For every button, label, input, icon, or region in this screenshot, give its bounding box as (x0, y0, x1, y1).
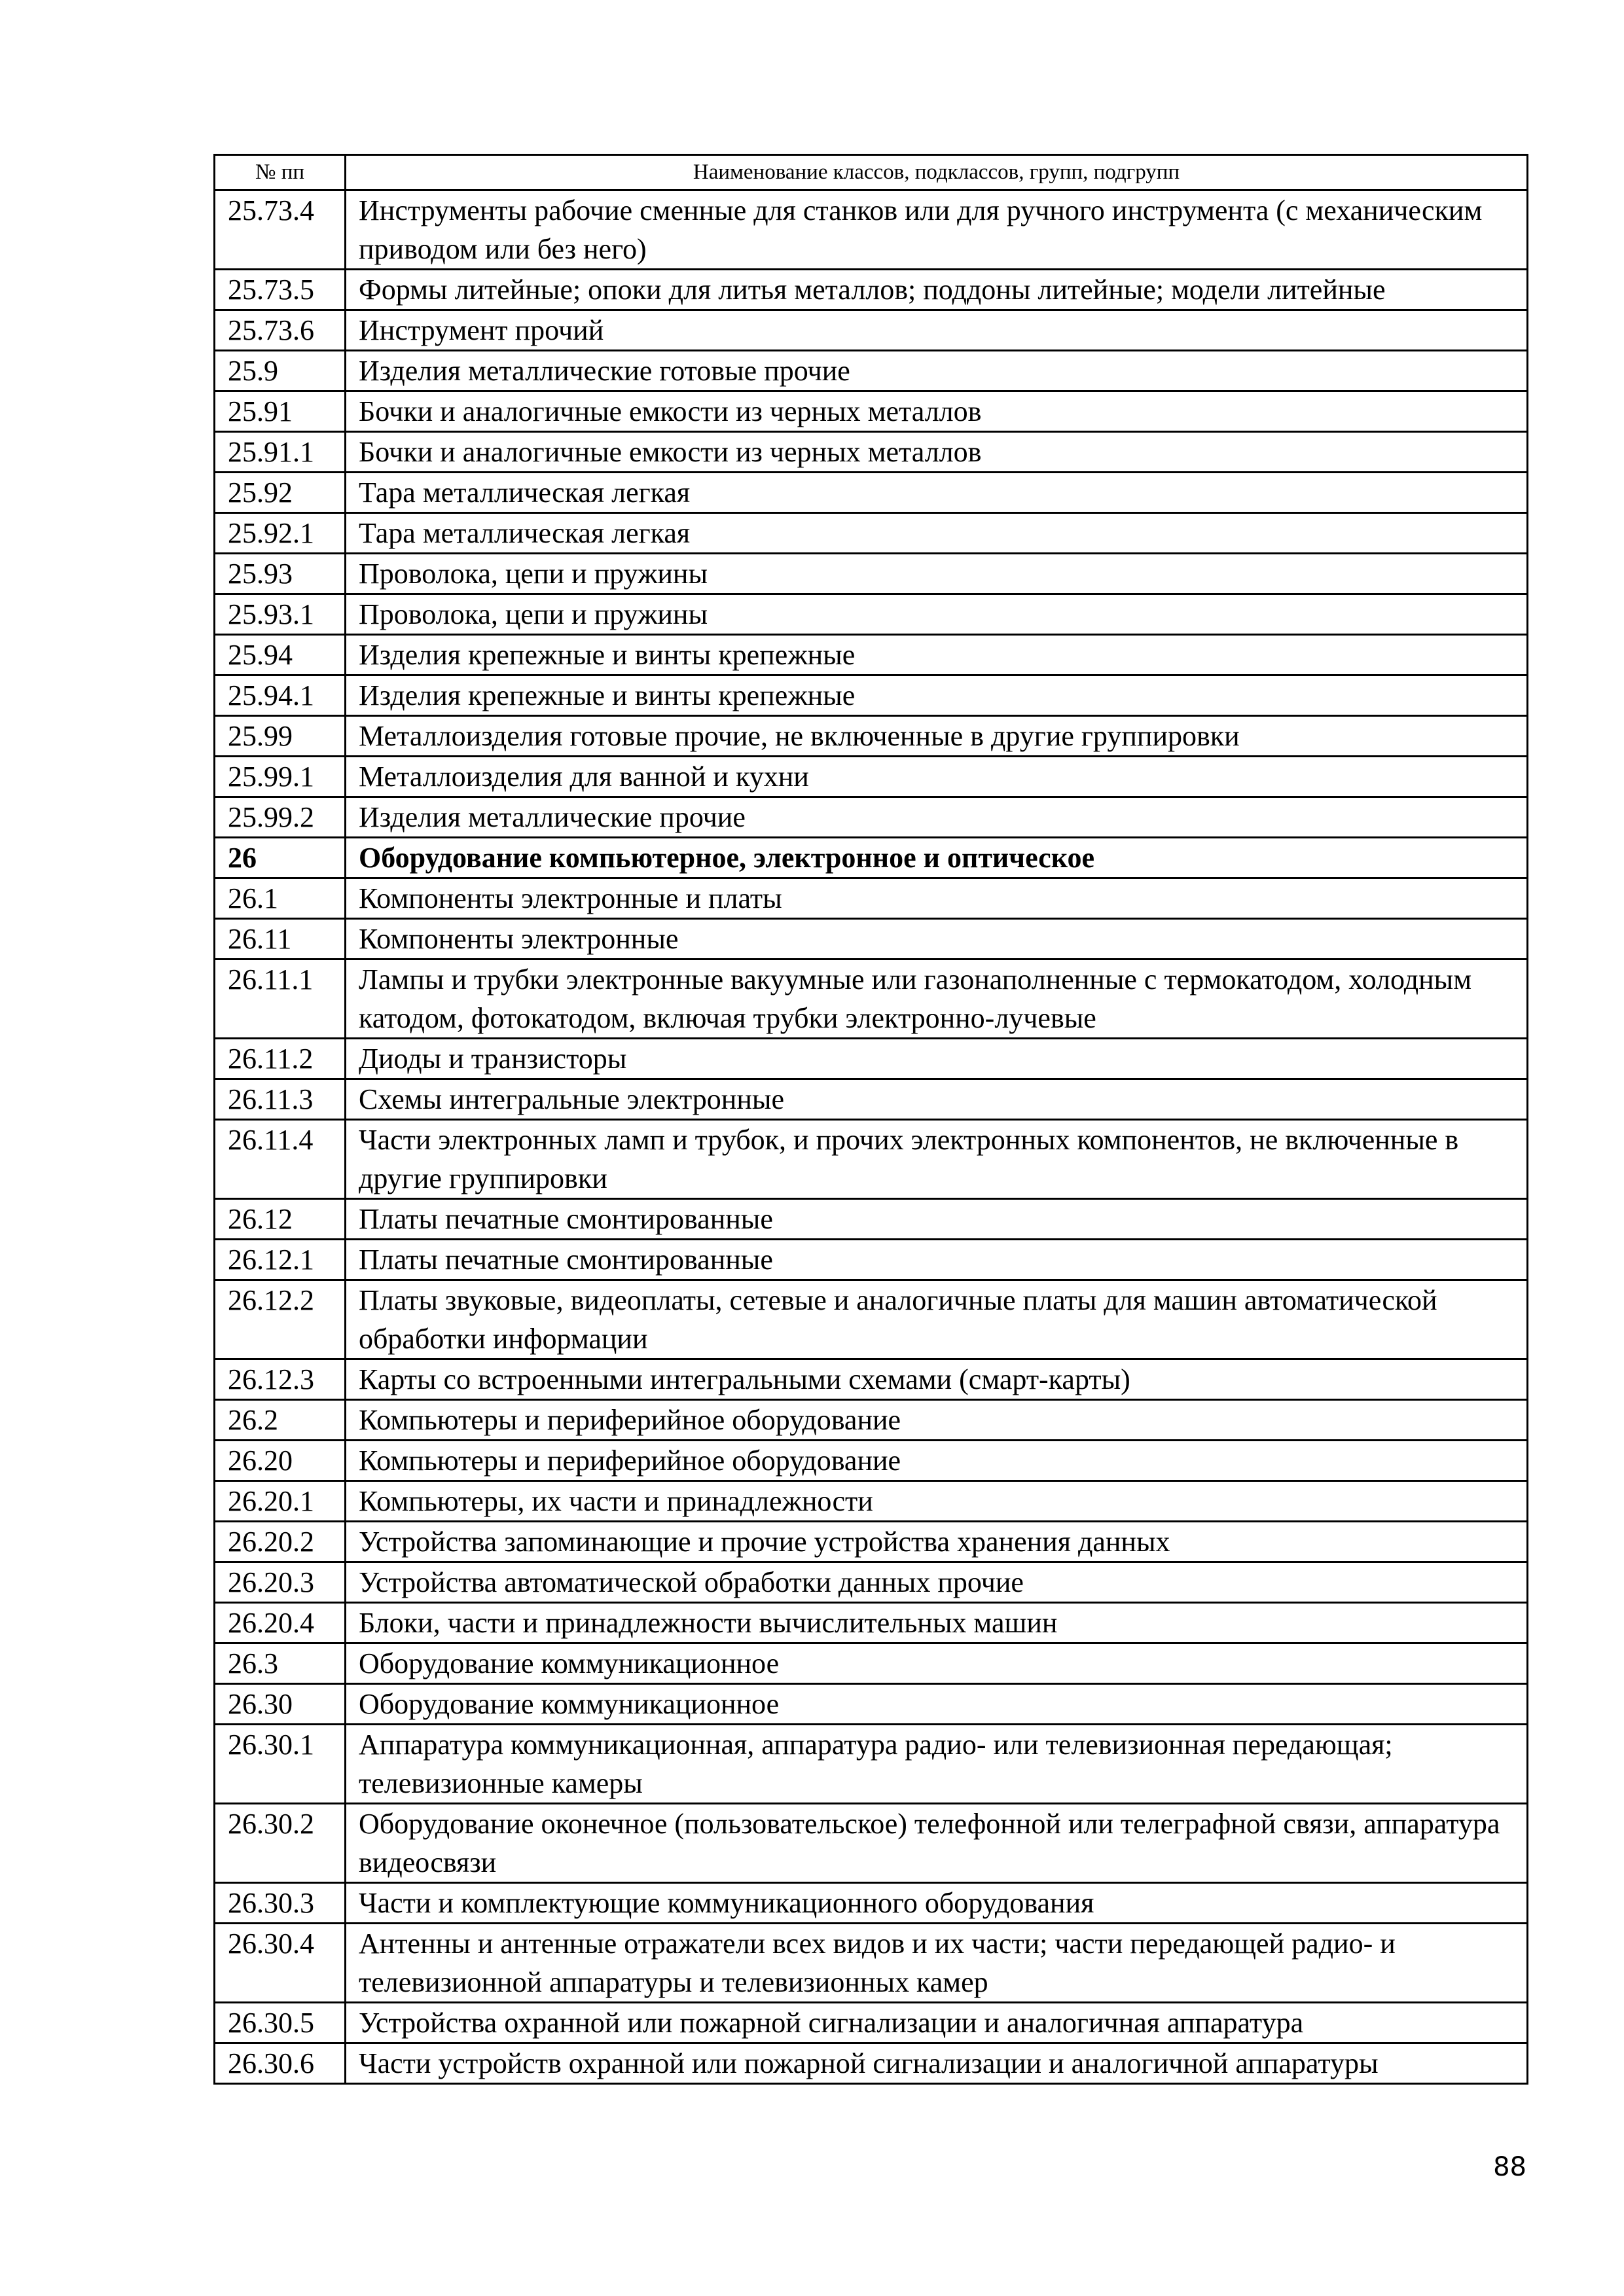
table-row (215, 1522, 1528, 1562)
row-name: Карты со встроенными интегральными схемами (смарт-карты) (346, 1359, 1528, 1400)
row-name: Диоды и транзисторы (346, 1039, 1528, 1079)
row-code: 26.20.2 (215, 1522, 346, 1562)
classification-table (213, 154, 1528, 2085)
row-name: Устройства охранной или пожарной сигнализации и аналогичная аппаратура (346, 2003, 1528, 2043)
row-name: Формы литейные; опоки для литья металлов; поддоны литейные; модели литейные (346, 270, 1528, 310)
table-row (215, 1079, 1528, 1120)
row-code: 26.20.4 (215, 1603, 346, 1643)
row-name: Металлоизделия готовые прочие, не включенные в другие группировки (346, 716, 1528, 757)
table-row (215, 2043, 1528, 2084)
table-row (215, 1240, 1528, 1280)
table-row (215, 190, 1528, 270)
table-row (215, 1039, 1528, 1079)
table-row (215, 2003, 1528, 2043)
table-header-row (215, 155, 1528, 190)
page-number: 88 (1493, 2152, 1526, 2182)
table-row (215, 513, 1528, 554)
header-code: № пп (215, 155, 346, 190)
row-code: 25.73.5 (215, 270, 346, 310)
row-name: Антенны и антенные отражатели всех видов и их части; части передающей радио- и телевизионной аппаратуры и телевизионных камер (346, 1924, 1528, 2003)
row-name: Платы звуковые, видеоплаты, сетевые и аналогичные платы для машин автоматической обработки информации (346, 1280, 1528, 1359)
row-code: 26.30.1 (215, 1725, 346, 1804)
row-name: Оборудование коммуникационное (346, 1684, 1528, 1725)
row-name: Оборудование коммуникационное (346, 1643, 1528, 1684)
row-name: Бочки и аналогичные емкости из черных металлов (346, 432, 1528, 473)
row-code: 26.11.4 (215, 1120, 346, 1199)
table-row (215, 878, 1528, 919)
table-row (215, 635, 1528, 675)
row-name: Схемы интегральные электронные (346, 1079, 1528, 1120)
row-code: 26.3 (215, 1643, 346, 1684)
table-row (215, 1804, 1528, 1883)
row-code: 26.20 (215, 1441, 346, 1481)
row-name: Компьютеры и периферийное оборудование (346, 1400, 1528, 1441)
row-code: 25.91.1 (215, 432, 346, 473)
table-row (215, 1481, 1528, 1522)
row-code: 25.92.1 (215, 513, 346, 554)
row-code: 26.1 (215, 878, 346, 919)
row-code: 25.93 (215, 554, 346, 594)
row-name: Компьютеры, их части и принадлежности (346, 1481, 1528, 1522)
row-code: 26.11.1 (215, 960, 346, 1039)
row-name: Изделия металлические прочие (346, 797, 1528, 838)
row-code: 25.92 (215, 473, 346, 513)
table-row (215, 473, 1528, 513)
row-name: Тара металлическая легкая (346, 473, 1528, 513)
row-name: Платы печатные смонтированные (346, 1199, 1528, 1240)
table-row (215, 1603, 1528, 1643)
row-name: Аппаратура коммуникационная, аппаратура радио- или телевизионная передающая; телевизионные камеры (346, 1725, 1528, 1804)
row-name: Бочки и аналогичные емкости из черных металлов (346, 391, 1528, 432)
row-code: 26.30.6 (215, 2043, 346, 2084)
row-code: 26.2 (215, 1400, 346, 1441)
row-name: Инструмент прочий (346, 310, 1528, 351)
table-row (215, 1725, 1528, 1804)
table-row (215, 675, 1528, 716)
row-code: 25.73.6 (215, 310, 346, 351)
row-code: 25.93.1 (215, 594, 346, 635)
row-code: 26.11 (215, 919, 346, 960)
row-code: 25.94.1 (215, 675, 346, 716)
row-name: Металлоизделия для ванной и кухни (346, 757, 1528, 797)
row-code: 26.30.2 (215, 1804, 346, 1883)
row-code: 26.12.3 (215, 1359, 346, 1400)
table-row (215, 1280, 1528, 1359)
table-row (215, 757, 1528, 797)
row-code: 25.9 (215, 351, 346, 391)
row-name: Компоненты электронные и платы (346, 878, 1528, 919)
table-row (215, 270, 1528, 310)
table-row (215, 351, 1528, 391)
row-code: 25.73.4 (215, 190, 346, 270)
row-name: Изделия крепежные и винты крепежные (346, 675, 1528, 716)
header-name: Наименование классов, подклассов, групп, подгрупп (346, 155, 1528, 190)
table-row (215, 310, 1528, 351)
row-code: 26 (215, 838, 346, 878)
row-code: 25.99.1 (215, 757, 346, 797)
row-name: Компоненты электронные (346, 919, 1528, 960)
table-row (215, 1562, 1528, 1603)
row-code: 26.12 (215, 1199, 346, 1240)
table-row (215, 960, 1528, 1039)
table-row (215, 716, 1528, 757)
row-code: 25.99.2 (215, 797, 346, 838)
row-code: 25.91 (215, 391, 346, 432)
table-row (215, 1684, 1528, 1725)
row-code: 25.99 (215, 716, 346, 757)
row-name: Оборудование оконечное (пользовательское) телефонной или телеграфной связи, аппаратура видеосвязи (346, 1804, 1528, 1883)
row-code: 26.11.2 (215, 1039, 346, 1079)
row-name: Проволока, цепи и пружины (346, 554, 1528, 594)
table-row (215, 1643, 1528, 1684)
table-row (215, 1400, 1528, 1441)
table-row (215, 1441, 1528, 1481)
row-name: Изделия крепежные и винты крепежные (346, 635, 1528, 675)
row-name: Платы печатные смонтированные (346, 1240, 1528, 1280)
row-code: 26.12.1 (215, 1240, 346, 1280)
table-row (215, 391, 1528, 432)
table-row (215, 1359, 1528, 1400)
row-name: Проволока, цепи и пружины (346, 594, 1528, 635)
table-row (215, 797, 1528, 838)
row-name: Части устройств охранной или пожарной сигнализации и аналогичной аппаратуры (346, 2043, 1528, 2084)
row-name: Инструменты рабочие сменные для станков или для ручного инструмента (с механическим приводом или без него) (346, 190, 1528, 270)
row-name: Блоки, части и принадлежности вычислительных машин (346, 1603, 1528, 1643)
table-row (215, 1883, 1528, 1924)
table-row (215, 838, 1528, 878)
row-name: Тара металлическая легкая (346, 513, 1528, 554)
table-row (215, 554, 1528, 594)
row-code: 26.20.3 (215, 1562, 346, 1603)
table-row (215, 1924, 1528, 2003)
table-row (215, 1199, 1528, 1240)
table-row (215, 919, 1528, 960)
row-name: Оборудование компьютерное, электронное и оптическое (346, 838, 1528, 878)
row-code: 26.30.3 (215, 1883, 346, 1924)
row-code: 26.30.4 (215, 1924, 346, 2003)
table-row (215, 1120, 1528, 1199)
row-name: Устройства автоматической обработки данных прочие (346, 1562, 1528, 1603)
row-name: Части и комплектующие коммуникационного оборудования (346, 1883, 1528, 1924)
row-code: 25.94 (215, 635, 346, 675)
row-code: 26.30 (215, 1684, 346, 1725)
row-name: Лампы и трубки электронные вакуумные или газонаполненные с термокатодом, холодным катодом, фотокатодом, включая трубки электронно-лучевые (346, 960, 1528, 1039)
table-row (215, 432, 1528, 473)
row-code: 26.11.3 (215, 1079, 346, 1120)
row-name: Изделия металлические готовые прочие (346, 351, 1528, 391)
table-row (215, 594, 1528, 635)
row-name: Части электронных ламп и трубок, и прочих электронных компонентов, не включенные в другие группировки (346, 1120, 1528, 1199)
row-name: Устройства запоминающие и прочие устройства хранения данных (346, 1522, 1528, 1562)
row-code: 26.30.5 (215, 2003, 346, 2043)
row-name: Компьютеры и периферийное оборудование (346, 1441, 1528, 1481)
table-body (215, 190, 1528, 2084)
row-code: 26.12.2 (215, 1280, 346, 1359)
row-code: 26.20.1 (215, 1481, 346, 1522)
